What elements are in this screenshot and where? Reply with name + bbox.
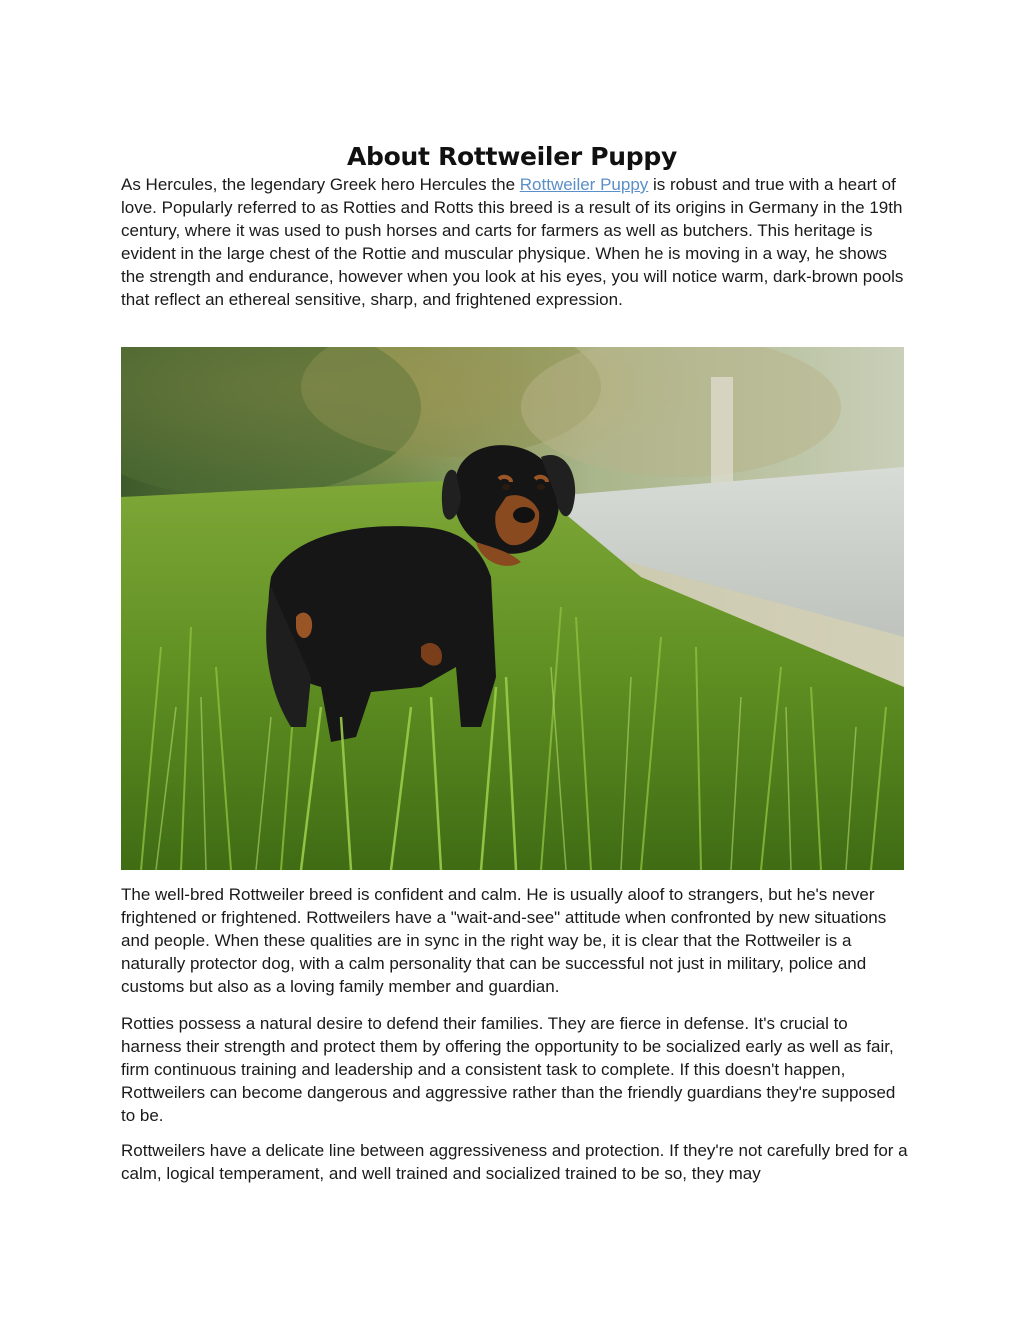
page-title: About Rottweiler Puppy xyxy=(347,141,677,171)
temperament-paragraph: The well-bred Rottweiler breed is confident and calm. He is usually aloof to strangers, but he's never frightened or frightened. Rottweilers have a "wait-and-see" attitude when confronted by new situations and people. When these qualities are in sync in the right way be, it is clear that the Rottweiler is a naturally protector dog, with a calm personality that can be successful not just in military, police and customs but also as a loving family member and guardian. xyxy=(121,885,887,996)
rottweiler-puppy-link[interactable]: Rottweiler Puppy xyxy=(519,175,649,194)
intro-paragraph xyxy=(121,173,911,311)
intro-text-before-link: As Hercules, the legendary Greek hero Hercules the xyxy=(121,175,520,194)
intro-text-after-link: is robust and true with a heart of love. Popularly referred to as Rotties and Rotts this breed is a result of its origins in Germany in the 19th century, where it was used to push horses and carts for farmers as well as butchers. This heritage is evident in the large chest of the Rottie and muscular physique. When he is moving in a way, he shows the strength and endurance, however when you look at his eyes, you will notice warm, dark-brown pools that reflect an ethereal sensitive, sharp, and frightened expression. xyxy=(121,175,904,309)
rottweiler-puppy-photo xyxy=(121,347,904,870)
aggression-paragraph: Rottweilers have a delicate line between aggressiveness and protection. If they're not carefully bred for a calm, logical temperament, and well trained and socialized trained to be so, they may xyxy=(121,1141,908,1183)
protection-paragraph: Rotties possess a natural desire to defend their families. They are fierce in defense. It's crucial to harness their strength and protect them by offering the opportunity to be socialized early as well as fair, firm continuous training and leadership and a consistent task to complete. If this doesn't happen, Rottweilers can become dangerous and aggressive rather than the friendly guardians they're supposed to be. xyxy=(121,1014,896,1125)
